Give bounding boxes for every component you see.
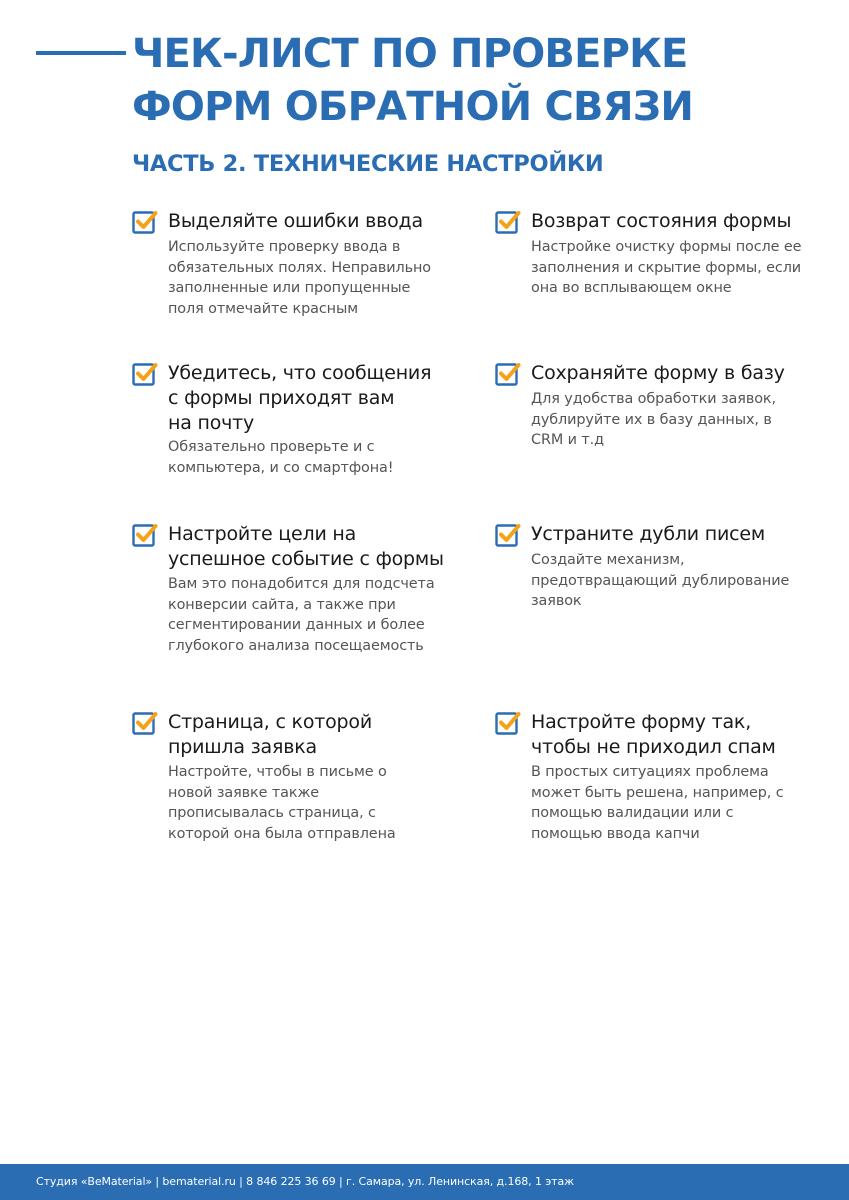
checklist-item-description: Обязательно проверьте и с компьютера, и со смартфона! bbox=[168, 439, 394, 476]
checkbox-checked-icon bbox=[132, 209, 158, 235]
page-title-line-1: ЧЕК-ЛИСТ ПО ПРОВЕРКЕ bbox=[132, 31, 688, 77]
checklist-item-description: Настройте, чтобы в письме о новой заявке также прописывалась страница, с которой она была отправлена bbox=[168, 764, 396, 842]
checklist-item-description: Создайте механизм, предотвращающий дублирование заявок bbox=[531, 552, 790, 609]
checklist-item-title: Настройте цели на успешное событие с формы bbox=[168, 523, 444, 570]
checklist-item-description: Используйте проверку ввода в обязательных полях. Неправильно заполненные или пропущенные поля отмечайте красным bbox=[168, 239, 431, 317]
checkbox-checked-icon bbox=[132, 710, 158, 736]
footer-bar bbox=[0, 1164, 849, 1200]
footer-contact-info: Студия «BeMaterial» | bematerial.ru | 8 846 225 36 69 | г. Самара, ул. Ленинская, д.168, 1 этаж bbox=[36, 1175, 574, 1188]
page-title bbox=[132, 28, 693, 134]
checklist-item-title: Убедитесь, что сообщения с формы приходят вам на почту bbox=[168, 362, 432, 434]
checkbox-checked-icon bbox=[495, 361, 521, 387]
title-accent-line bbox=[36, 51, 126, 55]
checkbox-checked-icon bbox=[132, 522, 158, 548]
checklist-item-title: Возврат состояния формы bbox=[531, 210, 792, 232]
checkbox-checked-icon bbox=[495, 522, 521, 548]
checkbox-checked-icon bbox=[495, 209, 521, 235]
checklist-item-description: Вам это понадобится для подсчета конверсии сайта, а также при сегментировании данных и более глубокого анализа посещаемость bbox=[168, 576, 435, 654]
page-subtitle: ЧАСТЬ 2. ТЕХНИЧЕСКИЕ НАСТРОЙКИ bbox=[132, 151, 604, 177]
checkbox-checked-icon bbox=[132, 361, 158, 387]
checklist-item-title: Настройте форму так, чтобы не приходил спам bbox=[531, 711, 776, 758]
checklist-item-title: Страница, с которой пришла заявка bbox=[168, 711, 372, 758]
checklist-item-description: В простых ситуациях проблема может быть решена, например, с помощью валидации или с помощью ввода капчи bbox=[531, 764, 784, 842]
checklist-item-description: Настройке очистку формы после ее заполнения и скрытие формы, если она во всплывающем окне bbox=[531, 239, 802, 296]
checklist-item-description: Для удобства обработки заявок, дублируйте их в базу данных, в CRM и т.д bbox=[531, 391, 776, 448]
checkbox-checked-icon bbox=[495, 710, 521, 736]
checklist-item-title: Выделяйте ошибки ввода bbox=[168, 210, 423, 232]
checklist-item-title: Устраните дубли писем bbox=[531, 523, 766, 545]
checklist-item-title: Сохраняйте форму в базу bbox=[531, 362, 785, 384]
page-title-line-2: ФОРМ ОБРАТНОЙ СВЯЗИ bbox=[132, 84, 693, 130]
